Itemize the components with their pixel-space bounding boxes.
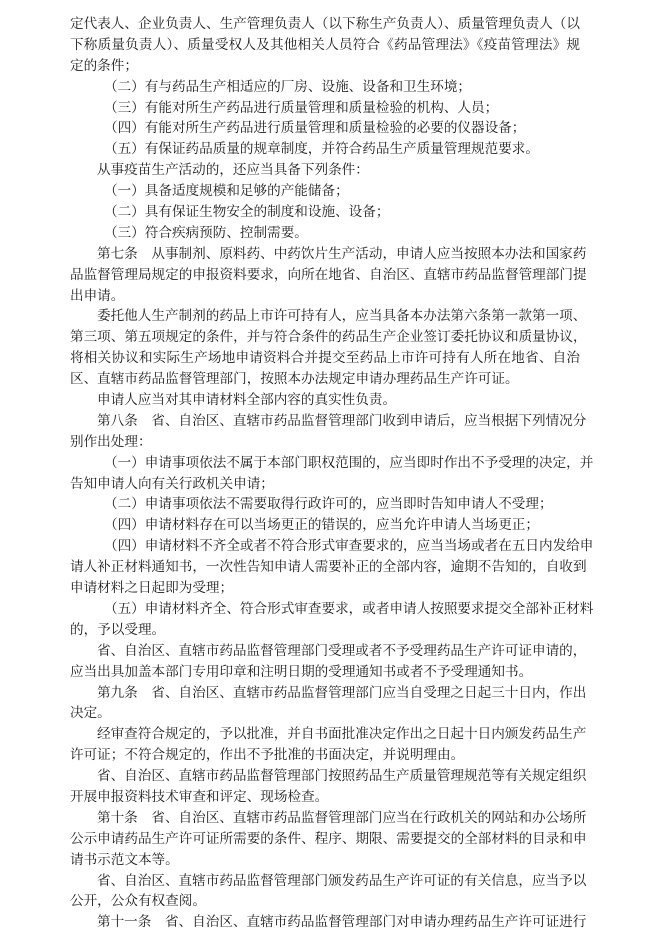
text-line: （二）申请事项依法不需要取得行政许可的，应当即时告知申请人不受理； [104, 496, 553, 513]
text-line: 经审查符合规定的，予以批准，并自书面批准决定作出之日起十日内颁发药品生产 [97, 726, 587, 743]
text-line: 申请材料之日起即为受理； [70, 580, 234, 597]
text-line: （四）申请材料存在可以当场更正的错误的，应当允许申请人当场更正； [104, 517, 539, 534]
text-line: （三）有能对所生产药品进行质量管理和质量检验的机构、人员； [104, 99, 499, 116]
text-line: 公示申请药品生产许可证所需要的条件、程序、期限、需要提交的全部材料的目录和申 [70, 830, 587, 847]
text-line: 第七条 从事制剂、原料药、中药饮片生产活动，申请人应当按照本办法和国家药 [97, 245, 587, 262]
text-line: （二）有与药品生产相适应的厂房、设施、设备和卫生环境； [104, 78, 472, 95]
text-line: 公开，公众有权查阅。 [70, 893, 206, 910]
text-line: 第九条 省、自治区、直辖市药品监督管理部门应当自受理之日起三十日内，作出 [97, 684, 587, 701]
text-line: （二）具有保证生物安全的制度和设施、设备； [104, 204, 390, 221]
text-line: 出申请。 [70, 287, 125, 304]
text-line: 第三项、第五项规定的条件，并与符合条件的药品生产企业签订委托协议和质量协议， [70, 329, 587, 346]
text-line: （五）有保证药品质量的规章制度，并符合药品生产质量管理规范要求。 [104, 141, 539, 158]
text-line: 请书示范文本等。 [70, 851, 179, 868]
text-line: 开展申报资料技术审查和评定、现场检查。 [70, 788, 329, 805]
text-line: 将相关协议和实际生产场地申请资料合并提交至药品上市许可持有人所在地省、自治 [70, 350, 580, 367]
text-line: 省、自治区、直辖市药品监督管理部门按照药品生产质量管理规范等有关规定组织 [97, 768, 587, 785]
text-line: 区、直辖市药品监督管理部门，按照本办法规定申请办理药品生产许可证。 [70, 371, 519, 388]
text-line: 省、自治区、直辖市药品监督管理部门颁发药品生产许可证的有关信息，应当予以 [97, 872, 587, 889]
text-line: 申请人应当对其申请材料全部内容的真实性负责。 [97, 392, 397, 409]
text-line: （四）有能对所生产药品进行质量管理和质量检验的必要的仪器设备； [104, 120, 526, 137]
text-line: 的，予以受理。 [70, 621, 166, 638]
text-line: 第八条 省、自治区、直辖市药品监督管理部门收到申请后，应当根据下列情况分 [97, 412, 587, 429]
text-line: 从事疫苗生产活动的，还应当具备下列条件： [97, 162, 369, 179]
text-line: （四）申请材料不齐全或者不符合形式审查要求的，应当当场或者在五日内发给申 [104, 538, 594, 555]
text-line: 定代表人、企业负责人、生产管理负责人（以下称生产负责人）、质量管理负责人（以 [70, 16, 580, 32]
text-line: 决定。 [70, 705, 111, 722]
text-line: 别作出处理： [70, 433, 152, 450]
text-line: 告知申请人向有关行政机关申请； [70, 475, 274, 492]
text-line: 委托他人生产制剂的药品上市许可持有人，应当具备本办法第六条第一款第一项、 [97, 308, 587, 325]
text-line: 品监督管理局规定的申报资料要求，向所在地省、自治区、直辖市药品监督管理部门提 [70, 266, 587, 283]
text-line: 请人补正材料通知书，一次性告知申请人需要补正的全部内容，逾期不告知的，自收到 [70, 559, 587, 576]
text-line: 下称质量负责人）、质量受权人及其他相关人员符合《药品管理法》《疫苗管理法》规 [70, 36, 580, 53]
text-line: （一）申请事项依法不属于本部门职权范围的，应当即时作出不予受理的决定，并 [104, 454, 594, 471]
text-line: （一）具备适度规模和足够的产能储备； [104, 183, 349, 200]
document-page [70, 14, 594, 933]
text-line: 省、自治区、直辖市药品监督管理部门受理或者不予受理药品生产许可证申请的， [97, 642, 587, 659]
text-line: 第十条 省、自治区、直辖市药品监督管理部门应当在行政机关的网站和办公场所 [97, 809, 587, 826]
text-line: 许可证；不符合规定的，作出不予批准的书面决定，并说明理由。 [70, 747, 465, 764]
text-line: 应当出具加盖本部门专用印章和注明日期的受理通知书或者不予受理通知书。 [70, 663, 533, 680]
text-line: （五）申请材料齐全、符合形式审查要求，或者申请人按照要求提交全部补正材料 [104, 600, 594, 617]
text-line: 第十一条 省、自治区、直辖市药品监督管理部门对申请办理药品生产许可证进行 [97, 914, 587, 931]
text-line: （三）符合疾病预防、控制需要。 [104, 224, 308, 241]
text-line: 定的条件； [70, 57, 138, 74]
